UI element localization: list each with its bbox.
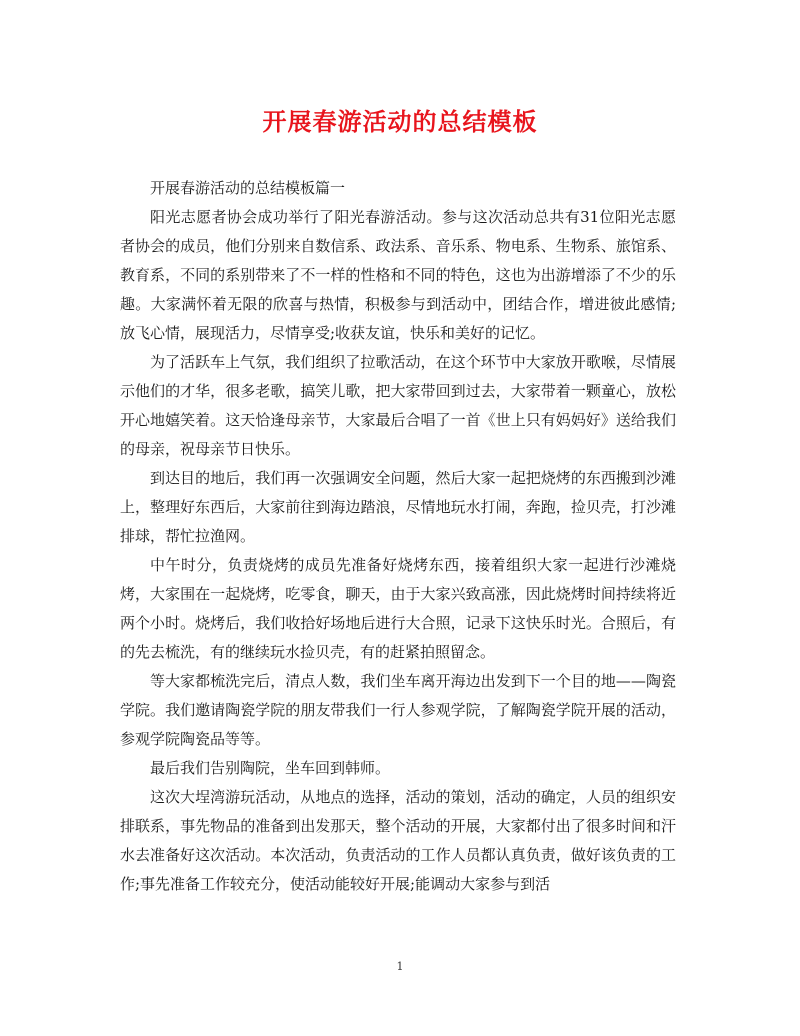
document-body <box>120 174 676 899</box>
document-title: 开展春游活动的总结模板 <box>262 107 538 136</box>
paragraph-6: 最后我们告别陶院，坐车回到韩师。 <box>150 759 391 777</box>
paragraph-1: 阳光志愿者协会成功举行了阳光春游活动。参与这次活动总共有31位阳光志愿者协会的成员，他们分别来自数信系、政法系、音乐系、物电系、生物系、旅馆系、教育系，不同的系别带来了不一样的性格和不同的特色，这也为出游增添了不少的乐趣。大家满怀着无限的欣喜与热情，积极参与到活动中，团结合作，增进彼此感情;放飞心情，展现活力，尽情享受;收获友谊，快乐和美好的记忆。 <box>120 208 676 342</box>
page-number: 1 <box>396 960 404 973</box>
paragraph-2: 为了活跃车上气氛，我们组织了拉歌活动，在这个环节中大家放开歌喉，尽情展示他们的才华，很多老歌，搞笑儿歌，把大家带回到过去，大家带着一颗童心，放松开心地嬉笑着。这天恰逢母亲节，大家最后合唱了一首《世上只有妈妈好》送给我们的母亲，祝母亲节日快乐。 <box>120 353 676 458</box>
paragraph-4: 中午时分，负责烧烤的成员先准备好烧烤东西，接着组织大家一起进行沙滩烧烤，大家围在一起烧烤，吃零食，聊天，由于大家兴致高涨，因此烧烤时间持续将近两个小时。烧烤后，我们收拾好场地后进行大合照，记录下这快乐时光。合照后，有的先去梳洗，有的继续玩水捡贝壳，有的赶紧拍照留念。 <box>120 556 676 661</box>
paragraph-7: 这次大埕湾游玩活动，从地点的选择，活动的策划，活动的确定，人员的组织安排联系，事先物品的准备到出发那天，整个活动的开展，大家都付出了很多时间和汗水去准备好这次活动。本次活动，负责活动的工作人员都认真负责，做好该负责的工作;事先准备工作较充分，使活动能较好开展;能调动大家参与到活 <box>120 788 676 893</box>
paragraph-5: 等大家都梳洗完后，清点人数，我们坐车离开海边出发到下一个目的地——陶瓷学院。我们邀请陶瓷学院的朋友带我们一行人参观学院，了解陶瓷学院开展的活动，参观学院陶瓷品等等。 <box>120 672 676 748</box>
section-heading: 开展春游活动的总结模板篇一 <box>150 179 346 197</box>
paragraph-3: 到达目的地后，我们再一次强调安全问题，然后大家一起把烧烤的东西搬到沙滩上，整理好东西后，大家前往到海边踏浪，尽情地玩水打闹，奔跑，捡贝壳，打沙滩排球，帮忙拉渔网。 <box>120 469 676 545</box>
